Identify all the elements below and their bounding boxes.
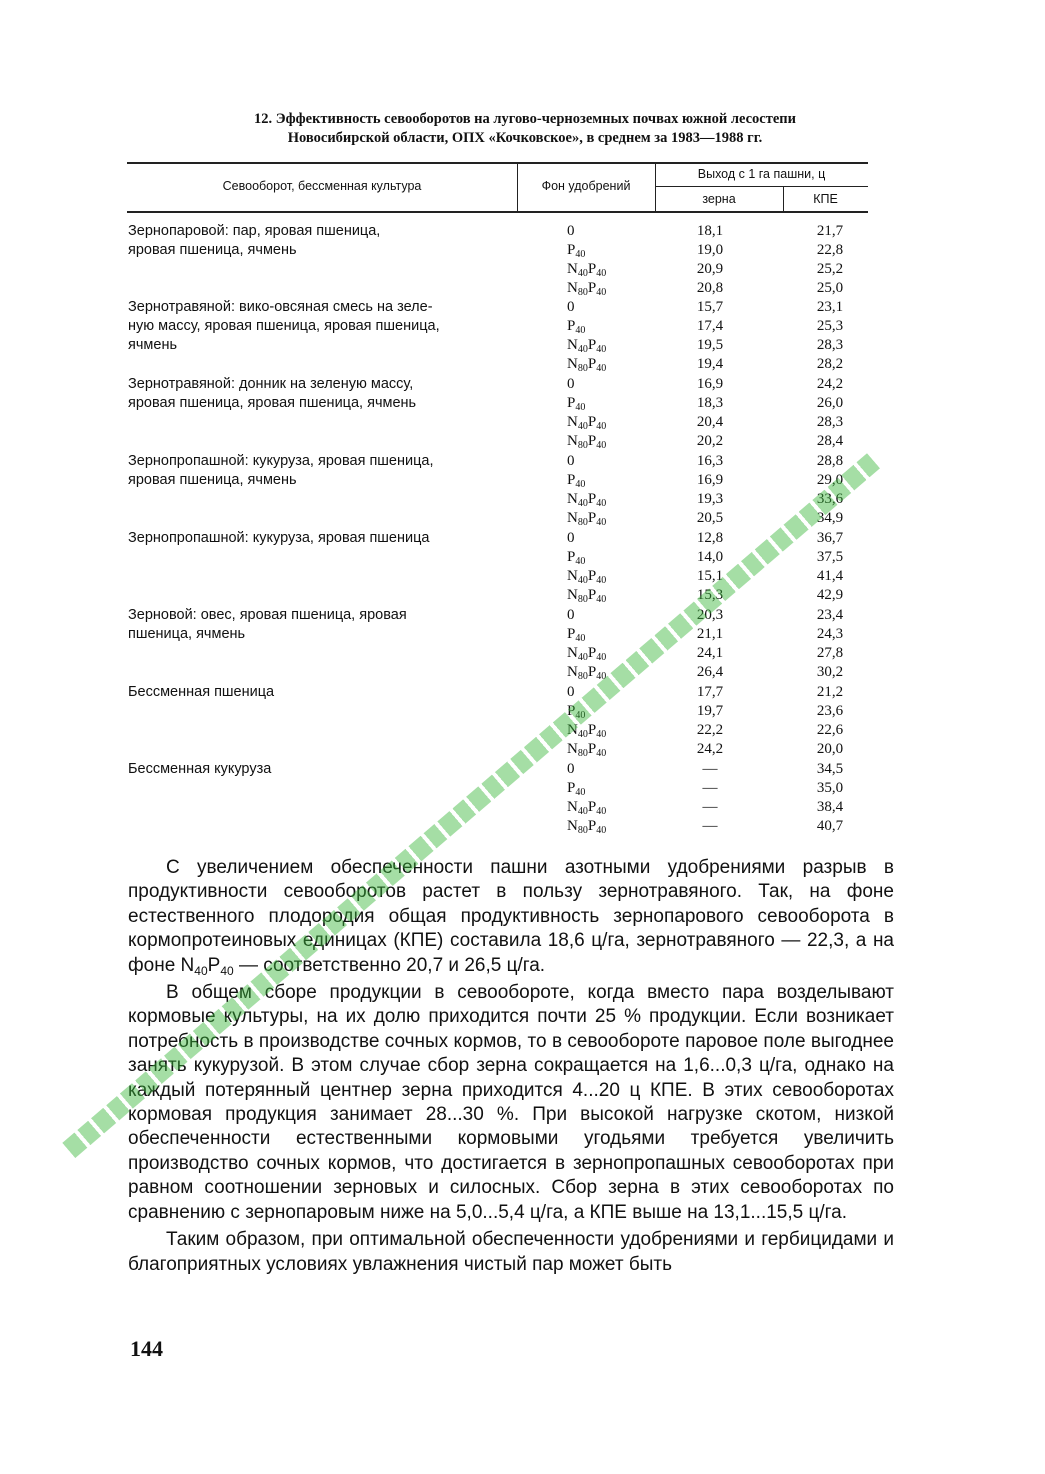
nitrogen-symbol: N — [567, 818, 578, 834]
grain-yield-cell: — — [702, 761, 718, 777]
kpe-yield-cell: 34,5 — [816, 761, 844, 777]
header-kpe: КПЕ — [813, 192, 838, 206]
phosphorus-symbol: P — [587, 568, 597, 584]
grain-yield-cell: 17,4 — [696, 318, 724, 334]
nitrogen-dose: 40 — [577, 575, 588, 586]
nitrogen-dose: 80 — [577, 517, 588, 528]
phosphorus-symbol: P — [587, 414, 597, 430]
rotation-label-line: Бессменная пшеница — [128, 684, 275, 700]
header-yield: Выход с 1 га пашни, ц — [697, 167, 826, 181]
fertilizer-zero: 0 — [567, 453, 575, 469]
rotation-label — [128, 683, 528, 702]
fertilizer-cell — [567, 279, 606, 298]
grain-yield-cell: 16,9 — [696, 376, 724, 392]
grain-yield-cell: 24,2 — [696, 741, 724, 757]
phosphorus-symbol: P — [587, 337, 597, 353]
fertilizer-cell — [567, 644, 606, 663]
nitrogen-symbol: N — [567, 664, 578, 680]
kpe-yield-cell: 33,6 — [816, 491, 844, 507]
fertilizer-cell — [567, 375, 575, 394]
phosphorus-symbol: P — [587, 587, 597, 603]
phosphorus-dose: 40 — [596, 421, 607, 432]
kpe-yield-cell: 35,0 — [816, 780, 844, 796]
fertilizer-cell — [567, 817, 606, 836]
rotation-label-line: ную массу, яровая пшеница, яровая пшеница, — [128, 318, 440, 334]
body-text — [128, 856, 894, 1280]
kpe-yield-cell: 28,4 — [816, 433, 844, 449]
fertilizer-cell — [567, 394, 585, 413]
fertilizer-cell — [567, 740, 606, 759]
fertilizer-cell — [567, 471, 585, 490]
grain-yield-cell: 17,7 — [696, 684, 724, 700]
phosphorus-symbol: P — [567, 780, 576, 796]
nitrogen-dose: 40 — [577, 729, 588, 740]
kpe-yield-cell: 26,0 — [816, 395, 844, 411]
kpe-yield-cell: 27,8 — [816, 645, 844, 661]
kpe-yield-cell: 21,2 — [816, 684, 844, 700]
kpe-yield-cell: 28,3 — [816, 337, 844, 353]
fertilizer-cell — [567, 683, 575, 702]
rotation-label-line: яровая пшеница, яровая пшеница, ячмень — [128, 395, 417, 411]
grain-yield-cell: 20,8 — [696, 280, 724, 296]
grain-yield-cell: 20,4 — [696, 414, 724, 430]
nitrogen-dose: 40 — [577, 344, 588, 355]
nitrogen-symbol: N — [567, 568, 578, 584]
rotation-label-line: Зернопропашной: кукуруза, яровая пшеница — [128, 530, 430, 546]
phosphorus-symbol: P — [587, 799, 597, 815]
kpe-yield-cell: 36,7 — [816, 530, 844, 546]
fertilizer-cell — [567, 606, 575, 625]
fertilizer-cell — [567, 779, 585, 798]
kpe-yield-cell: 40,7 — [816, 818, 844, 834]
kpe-yield-cell: 23,6 — [816, 703, 844, 719]
phosphorus-symbol: P — [587, 491, 597, 507]
grain-yield-cell: 20,9 — [696, 261, 724, 277]
phosphorus-symbol: P — [567, 242, 576, 258]
paragraph-3: Таким образом, при оптимальной обеспеченности удобрениями и гербицидами и благоприятных условиях увлажнения чистый пар может быть — [128, 1229, 894, 1275]
kpe-yield-cell: 28,8 — [816, 453, 844, 469]
phosphorus-dose: 40 — [575, 479, 586, 490]
fertilizer-zero: 0 — [567, 530, 575, 546]
fertilizer-cell — [567, 625, 585, 644]
grain-yield-cell: 22,2 — [696, 722, 724, 738]
nitrogen-dose: 80 — [577, 440, 588, 451]
fertilizer-cell — [567, 241, 585, 260]
kpe-yield-cell: 23,4 — [816, 607, 844, 623]
rotation-label — [128, 606, 528, 644]
rotation-label-line: Зернотравяной: вико-овсяная смесь на зеле- — [128, 299, 433, 315]
fertilizer-cell — [567, 548, 585, 567]
fertilizer-cell — [567, 260, 606, 279]
kpe-yield-cell: 25,3 — [816, 318, 844, 334]
kpe-yield-cell: 25,2 — [816, 261, 844, 277]
fertilizer-zero: 0 — [567, 684, 575, 700]
grain-yield-cell: 12,8 — [696, 530, 724, 546]
phosphorus-dose: 40 — [596, 575, 607, 586]
fertilizer-cell — [567, 355, 606, 374]
fertilizer-zero: 0 — [567, 607, 575, 623]
fertilizer-cell — [567, 663, 606, 682]
nitrogen-symbol: N — [567, 799, 578, 815]
nitrogen-dose: 80 — [577, 363, 588, 374]
phosphorus-dose: 40 — [575, 710, 586, 721]
fon-p: P — [207, 954, 221, 976]
fertilizer-zero: 0 — [567, 299, 575, 315]
nitrogen-dose: 80 — [577, 594, 588, 605]
nitrogen-symbol: N — [567, 337, 578, 353]
yield-sub-rule — [655, 186, 868, 187]
rotation-label-line: Зернопаровой: пар, яровая пшеница, — [128, 223, 381, 239]
fertilizer-cell — [567, 452, 575, 471]
header-rotation: Севооборот, бессменная культура — [222, 179, 422, 193]
grain-yield-cell: 19,0 — [696, 242, 724, 258]
nitrogen-symbol: N — [567, 433, 578, 449]
header-grain: зерна — [702, 192, 736, 206]
caption-line-1: 12. Эффективность севооборотов на лугово-черноземных почвах южной лесостепи — [253, 111, 796, 127]
phosphorus-dose: 40 — [596, 729, 607, 740]
nitrogen-symbol: N — [567, 722, 578, 738]
phosphorus-dose: 40 — [596, 594, 607, 605]
rotation-label-line: Зернопропашной: кукуруза, яровая пшеница, — [128, 453, 434, 469]
nitrogen-dose: 80 — [577, 825, 588, 836]
rotation-label — [128, 298, 528, 355]
nitrogen-dose: 80 — [577, 287, 588, 298]
rotation-label — [128, 375, 528, 413]
fertilizer-cell — [567, 317, 585, 336]
fertilizer-cell — [567, 298, 575, 317]
nitrogen-symbol: N — [567, 491, 578, 507]
fertilizer-zero: 0 — [567, 223, 575, 239]
grain-yield-cell: 18,3 — [696, 395, 724, 411]
paragraph-1-text-a: С увеличением обеспеченности пашни азотными удобрениями разрыв в продуктивности севооборотов растет в пользу зернотравяного. Так, на фоне естественного плодородия общая продуктивность зернопарового севооборота в кормопротеиновых единицах (КПЕ) составила 18,6 ц/га, зернотравяного — 22,3, а на фоне — [128, 857, 894, 976]
phosphorus-symbol: P — [567, 703, 576, 719]
nitrogen-dose: 40 — [577, 498, 588, 509]
phosphorus-symbol: P — [587, 722, 597, 738]
rotation-label — [128, 529, 528, 548]
nitrogen-dose: 40 — [577, 268, 588, 279]
kpe-yield-cell: 34,9 — [816, 510, 844, 526]
rotation-label-line: Бессменная кукуруза — [128, 761, 272, 777]
phosphorus-dose: 40 — [596, 652, 607, 663]
grain-yield-cell: — — [702, 799, 718, 815]
fertilizer-cell — [567, 509, 606, 528]
grain-yield-cell: 19,5 — [696, 337, 724, 353]
fon-p-sub: 40 — [220, 963, 234, 978]
fertilizer-cell — [567, 336, 606, 355]
fertilizer-cell — [567, 222, 575, 241]
grain-yield-cell: — — [702, 780, 718, 796]
phosphorus-symbol: P — [587, 510, 597, 526]
kpe-yield-cell: 29,0 — [816, 472, 844, 488]
fertilizer-cell — [567, 432, 606, 451]
grain-yield-cell: 24,1 — [696, 645, 724, 661]
phosphorus-symbol: P — [587, 433, 597, 449]
kpe-yield-cell: 42,9 — [816, 587, 844, 603]
kpe-yield-cell: 22,8 — [816, 242, 844, 258]
phosphorus-symbol: P — [587, 356, 597, 372]
nitrogen-dose: 80 — [577, 748, 588, 759]
grain-yield-cell: 15,3 — [696, 587, 724, 603]
header-fon: Фон удобрений — [541, 179, 631, 193]
fertilizer-cell — [567, 721, 606, 740]
fertilizer-cell — [567, 798, 606, 817]
rotation-label-line: яровая пшеница, ячмень — [128, 242, 297, 258]
fertilizer-cell — [567, 702, 585, 721]
grain-yield-cell: 14,0 — [696, 549, 724, 565]
phosphorus-dose: 40 — [575, 249, 586, 260]
rotation-label-line: ячмень — [128, 337, 178, 353]
phosphorus-dose: 40 — [596, 671, 607, 682]
kpe-yield-cell: 23,1 — [816, 299, 844, 315]
phosphorus-symbol: P — [567, 395, 576, 411]
rotation-label-line: Зернотравяной: донник на зеленую массу, — [128, 376, 414, 392]
phosphorus-symbol: P — [587, 664, 597, 680]
paragraph-1-text-b: — соответственно 20,7 и 26,5 ц/га. — [233, 954, 546, 976]
nitrogen-dose: 40 — [577, 652, 588, 663]
phosphorus-symbol: P — [567, 472, 576, 488]
grain-yield-cell: 26,4 — [696, 664, 724, 680]
fertilizer-cell — [567, 567, 606, 586]
paragraph-1 — [128, 856, 894, 978]
phosphorus-dose: 40 — [575, 556, 586, 567]
grain-yield-cell: 20,3 — [696, 607, 724, 623]
kpe-yield-cell: 21,7 — [816, 223, 844, 239]
kpe-yield-cell: 41,4 — [816, 568, 844, 584]
phosphorus-symbol: P — [587, 741, 597, 757]
nitrogen-symbol: N — [567, 587, 578, 603]
kpe-yield-cell: 20,0 — [816, 741, 844, 757]
phosphorus-dose: 40 — [575, 402, 586, 413]
fertilizer-cell — [567, 490, 606, 509]
nitrogen-symbol: N — [567, 510, 578, 526]
kpe-yield-cell: 24,2 — [816, 376, 844, 392]
grain-yield-cell: 18,1 — [696, 223, 724, 239]
fon-n: N — [180, 954, 195, 976]
grain-yield-cell: 21,1 — [696, 626, 724, 642]
rotation-label — [128, 760, 528, 779]
nitrogen-symbol: N — [567, 280, 578, 296]
nitrogen-dose: 80 — [577, 671, 588, 682]
grain-yield-cell: 16,3 — [696, 453, 724, 469]
phosphorus-dose: 40 — [596, 287, 607, 298]
phosphorus-dose: 40 — [596, 363, 607, 374]
table-header-bottom-rule — [127, 211, 868, 213]
page-number: 144 — [130, 1336, 163, 1361]
nitrogen-symbol: N — [567, 356, 578, 372]
phosphorus-dose: 40 — [596, 440, 607, 451]
phosphorus-dose: 40 — [596, 825, 607, 836]
rotation-label-line: Зерновой: овес, яровая пшеница, яровая — [128, 607, 407, 623]
nitrogen-symbol: N — [567, 261, 578, 277]
grain-yield-cell: 15,1 — [696, 568, 724, 584]
phosphorus-symbol: P — [587, 818, 597, 834]
rotation-label — [128, 452, 528, 490]
kpe-yield-cell: 22,6 — [816, 722, 844, 738]
table-top-rule — [127, 162, 868, 164]
phosphorus-dose: 40 — [575, 787, 586, 798]
phosphorus-dose: 40 — [575, 633, 586, 644]
phosphorus-dose: 40 — [596, 344, 607, 355]
nitrogen-dose: 40 — [577, 421, 588, 432]
rotation-label-line: яровая пшеница, ячмень — [128, 472, 297, 488]
grain-yield-cell: 20,5 — [696, 510, 724, 526]
phosphorus-symbol: P — [567, 549, 576, 565]
fertilizer-cell — [567, 413, 606, 432]
nitrogen-symbol: N — [567, 414, 578, 430]
fon-n-sub: 40 — [194, 963, 208, 978]
phosphorus-symbol: P — [587, 645, 597, 661]
kpe-yield-cell: 28,3 — [816, 414, 844, 430]
kpe-yield-cell: 28,2 — [816, 356, 844, 372]
fertilizer-cell — [567, 586, 606, 605]
phosphorus-dose: 40 — [596, 268, 607, 279]
phosphorus-dose: 40 — [575, 325, 586, 336]
phosphorus-dose: 40 — [596, 806, 607, 817]
nitrogen-symbol: N — [567, 741, 578, 757]
kpe-yield-cell: 37,5 — [816, 549, 844, 565]
kpe-yield-cell: 38,4 — [816, 799, 844, 815]
grain-yield-cell: 15,7 — [696, 299, 724, 315]
kpe-yield-cell: 24,3 — [816, 626, 844, 642]
phosphorus-dose: 40 — [596, 498, 607, 509]
phosphorus-symbol: P — [567, 626, 576, 642]
phosphorus-symbol: P — [587, 280, 597, 296]
grain-yield-cell: 19,4 — [696, 356, 724, 372]
phosphorus-symbol: P — [587, 261, 597, 277]
phosphorus-dose: 40 — [596, 748, 607, 759]
grain-yield-cell: — — [702, 818, 718, 834]
rotation-label — [128, 222, 528, 260]
fertilizer-cell — [567, 760, 575, 779]
table-caption — [150, 110, 900, 148]
kpe-yield-cell: 30,2 — [816, 664, 844, 680]
grain-yield-cell: 20,2 — [696, 433, 724, 449]
kpe-yield-cell: 25,0 — [816, 280, 844, 296]
rotation-label-line: пшеница, ячмень — [128, 626, 246, 642]
nitrogen-symbol: N — [567, 645, 578, 661]
phosphorus-dose: 40 — [596, 517, 607, 528]
fertilizer-cell — [567, 529, 575, 548]
grain-yield-cell: 19,7 — [696, 703, 724, 719]
fertilizer-zero: 0 — [567, 376, 575, 392]
grain-yield-cell: 19,3 — [696, 491, 724, 507]
caption-line-2: Новосибирской области, ОПХ «Кочковское», в среднем за 1983—1988 гг. — [287, 130, 763, 146]
fertilizer-zero: 0 — [567, 761, 575, 777]
nitrogen-dose: 40 — [577, 806, 588, 817]
paragraph-2: В общем сборе продукции в севообороте, когда вместо пара возделывают кормовые культуры, на их долю приходится почти 25 % продукции. Если возникает потребность в производстве сочных кормов, то в севообороте паровое поле выгоднее занять кукурузой. В этом случае сбор зерна сокращается на 1,6...0,3 ц/га, однако на каждый потерянный центнер зерна приходится 4...20 ц КПЕ. В этих севооборотах кормовая продукция занимает 28...30 %. При высокой нагрузке скотом, низкой обеспеченности естественными кормовыми угодьями требуется увеличить производство сочных кормов, что достигается в зернопропашных севооборотах при равном соотношении зерновых и силосных. Сбор зерна в этих севооборотах по сравнению с зернопаровым ниже на 5,0...5,4 ц/га, а КПЕ выше на 13,1...15,5 ц/га. — [128, 982, 894, 1223]
grain-yield-cell: 16,9 — [696, 472, 724, 488]
phosphorus-symbol: P — [567, 318, 576, 334]
